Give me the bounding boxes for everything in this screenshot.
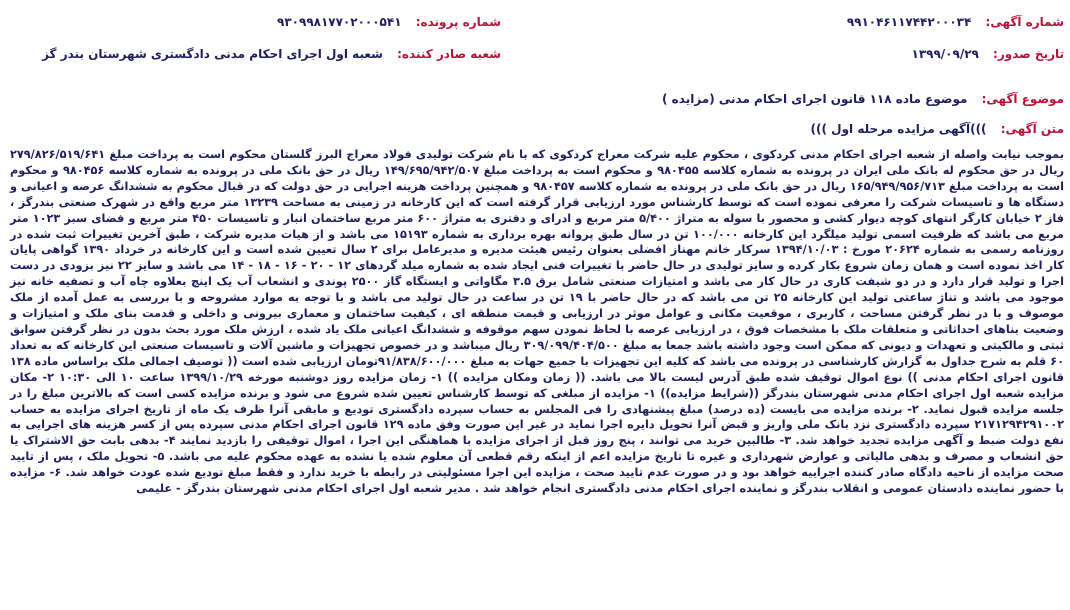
issuing-branch-value: شعبه اول اجرای احکام مدنی دادگستری شهرستان بندر گز [42, 47, 383, 61]
subject-value: موضوع ماده ۱۱۸ قانون اجرای احکام مدنی (مزایده ) [662, 92, 968, 106]
ad-number-value: ۹۹۱۰۴۶۱۱۷۴۴۲۰۰۰۳۴ [846, 15, 972, 29]
ad-number-row [847, 14, 1064, 30]
case-number-row [277, 14, 501, 30]
issue-date-value: ۱۳۹۹/۰۹/۲۹ [911, 47, 979, 61]
issuing-branch-row [42, 46, 501, 62]
ad-number-label: شماره آگهی: [985, 15, 1064, 29]
notice-body-text: بموجب نیابت واصله از شعبه اجرای احکام مدنی کردکوی ، محکوم علیه شرکت معراج کردکوی که با نام شرکت تولیدی فولاد معراج البرز گلستان محکوم است به پرداخت مبلغ ۲۷۹/۸۲۶/۵۱۹/۶۴۱ ریال در حق محکوم له بانک ملی ایران در پرونده به شماره کلاسه ۹۸۰۴۵۵ و محکوم است به پرداخت مبلغ ۱۴۹/۶۹۵/۹۴۲/۵۰۷ ریال در حق بانک ملی در پرونده به شماره کلاسه ۹۸۰۴۵۶ و محکوم است به پرداخت مبلغ ۱۶۵/۹۴۹/۹۵۶/۷۱۳ ریال در حق بانک ملی در پرونده به شماره کلاسه ۹۸۰۴۵۷ و همچنین پرداخت هزینه اجرایی در حق دولت که در قبال محکوم به ششدانگ عرصه و اعیانی و دستگاه ها و تاسیسات شرکت را معرفی نموده است که توسط کارشناس مورد ارزیابی قرار گرفته است که این کارخانه در زمینی به مساحت ۱۳۲۳۹ متر مربع واقع در شهرک صنعتی بندرگز ، فاز ۲ خیابان کارگر انتهای کوچه دیوار کشی و محصور با سوله به متراژ ۵/۴۰۰ متر مربع و ادرای و دفتری به متراژ ۶۰۰ متر مربع ساختمان انبار و تاسیسات ۴۵۰ متر مربع و فضای سبز ۱۰۲۳ متر مربع می باشد که ظرفیت اسمی تولید میلگرد این کارخانه ۱۰۰/۰۰۰ تن در سال طبق پروانه بهره برداری به شماره ۱۵۱۹۳ می باشد و از هیات مدیره شرکت ، طبق آخرین تغییرات ثبت شده در روزنامه رسمی به شماره ۲۰۶۲۴ مورخ : ۱۳۹۴/۱۰/۰۳ سرکار خانم مهناز افضلی بعنوان رئیس هیئت مدیره و مدیرعامل برای ۲ سال تعیین شده است و این کارخانه در خرداد ۱۳۹۰ گواهی پایان کار اخذ نموده است و همان زمان شروع بکار کرده و سایز تولیدی در حال حاضر با تغییرات فنی ایجاد شده به شماره میلد گردهای ۱۲ - ۲۰ - ۱۶ - ۱۸ - ۱۴ می باشد و سایز ۲۲ نیز بزودی در دست اجرا و تولید قرار دارد و در دو شیفت کاری در حال کار می باشد و امتیازات صنعتی شامل برق ۳.۵ مگاواتی و ایستگاه گاز ۲۵۰۰ پوندی و انشعاب آب یک اینچ بعلاوه چاه آب و تصفیه خانه نیز موجود می باشد و تناژ ساعتی تولید این کارخانه ۲۵ تن می باشد که در حال حاضر با ۱۹ تن در ساعت در حال تولید می باشد و با توجه به موارد مشروحه و با بررسی به عمل آمده از ملک موصوف و با در نظر گرفتن مساحت ، کاربری ، موقعیت مکانی و عوامل موثر در ارزیابی و قیمت منطقه ای ، کیفیت ساختمان و معماری بیرونی و داخلی و قدمت بنای ملک و امتیازات و وضعیت بناهای احداثاتی و متعلقات ملک با مشخصات فوق ، در ارزیابی عرصه با لحاظ نمودن سهم موقوفه و ششدانگ اعیانی ملک یاد شده ، ارزش ملک مورد بحث بدون در نظر گرفتن سوابق ثبتی و مالکیتی و تعهدات و دیونی که ممکن است وجود داشته باشد جمعا به مبلغ ۳۰۹/۰۹۹/۴۰۴/۵۰۰ ریال میباشد و در خصوص تجهیزات و ماشین آلات و تاسیسات صنعتی این کارخانه که به تعداد ۶۰ قلم به شرح جداول به گزارش کارشناسی در پرونده می باشد که کلیه این تجهیزات با جمیع جهات به مبلغ ۹۱/۸۳۸/۶۰۰/۰۰۰تومان ارزیابی شده است (( توصیف اجمالی ملک براساس ماده ۱۳۸ قانون اجرای احکام مدنی )) نوع اموال توقیف شده طبق آدرس لیست بالا می باشد. (( زمان ومکان مزایده )) ۱- زمان مزایده روز دوشنبه مورخه ۱۳۹۹/۱۰/۲۹ ساعت ۱۰ الی ۱۰:۳۰ ۲- مکان مزایده شعبه اول اجرای احکام مدنی شهرستان بندرگز ((شرایط مزایده)) ۱- مزایده از مبلغی که توسط کارشناس تعیین شده شروع می شود و برنده مزایده کسی است که بالاترین مبلغ را در جلسه مزایده قبول نماید. ۲- برنده مزایده می بایست (ده درصد) مبلغ پیشنهادی را فی المجلس به حساب سپرده دادگستری تودیع و مابقی آنرا ظرف یک ماه از تاریخ اجرای مزایده به حساب ۲۱۷۱۲۹۴۲۹۱۰۰۲ سپرده دادگستری نزد بانک ملی واریز و قبض آنرا تحویل دایره اجرا نماید در غیر این صورت وفق ماده ۱۲۹ قانون اجرای احکام مدنی سپرده پس از کسر هزینه های اجرایی به نفع دولت ضبط و آگهی مزایده تجدید خواهد شد. ۳- طالبین خرید می توانند ، پنج روز قبل از اجرای مزایده با هماهنگی این اجرا ، اموال توقیفی را بازدید نمایند ۴- بدهی بابت حق الاشتراک یا حق انشعاب و مصرف و بدهی مالیاتی و عوارض شهرداری و غیره تا تاریخ مزایده اعم از اینکه رقم قطعی آن معلوم شده یا نشده به عهده محکوم علیه می باشد. ۵- تحویل ملک ، پس از تایید صحت مزایده از ناحیه دادگاه صادر کننده اجراییه خواهد بود و در صورت عدم تایید صحت ، مزایده این اجرا مسئولیتی در رابطه با خرید ندارد و فقط مبلغ تودیع شده عودت خواهد شد. ۶- مزایده با حضور نماینده دادستان عمومی و انقلاب بندرگز و نماینده اجرای احکام مدنی دادگستری انجام خواهد شد . مدیر شعبه اول اجرای احکام مدنی شهرستان بندرگز - علیمی [10, 148, 1065, 496]
ad-text-label: متن آگهی: [1000, 122, 1064, 136]
subject-label: موضوع آگهی: [981, 92, 1064, 106]
issuing-branch-label: شعبه صادر کننده: [397, 47, 501, 61]
ad-text-heading: )))آگهی مزایده مرحله اول ))) [810, 122, 987, 136]
issue-date-row [912, 46, 1065, 62]
subject-row [662, 91, 1064, 107]
ad-text-row [811, 121, 1064, 137]
case-number-label: شماره پرونده: [415, 15, 501, 29]
issue-date-label: تاریخ صدور: [993, 47, 1064, 61]
case-number-value: ۹۳۰۹۹۸۱۷۷۰۲۰۰۰۵۴۱ [277, 15, 402, 29]
